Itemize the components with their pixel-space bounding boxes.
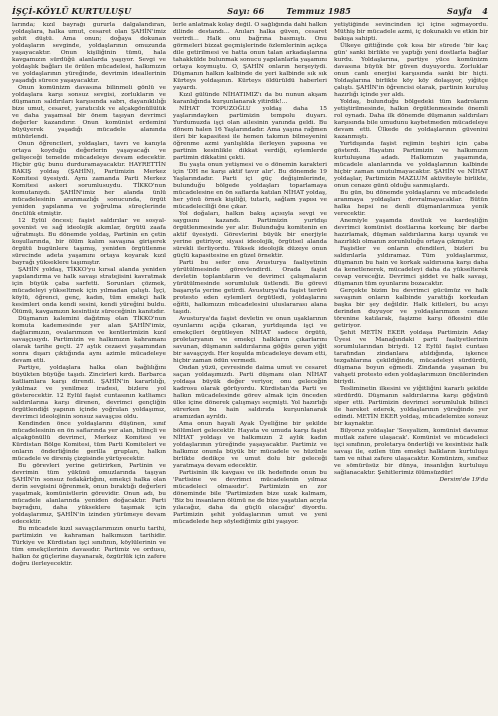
- paragraph: Parti bu sefer onu Avusturya faaliyetinin yürütülmesinde görevlendirdi. Orada faşist devletin toplantıların ve devrimci çalışmaların yürütülmesinde sorumluluk üstlendi. Bu görevi başarıyla yerine getirdi. Avusturya'da faşist terörü protesto eden eylemleri örgütledi, yoldaşlarını eğitti, halkımızın mücadelesini uluslararası alana taşıdı.: [173, 260, 327, 315]
- paragraph: NİHAT TOPUZOĞLU yoldaş daha 15 yaşlarındayken partimizin tempolu duyarı. Yurdumuzda işçi olan ailesinin yanında geldi. Bu dönem halen 16 Yaşlarındadır. Ama yaşına rağmen ileri bir kapasitesi ile hemen takımın bilmeyenini öğrenme azmi yanlışlıkla ilerleyen yapısına ve partinin kesinlikle dikkat verdiği, eylemlerde partimin dikkatini çekti.: [173, 106, 327, 161]
- paragraph: Partisinin ilk kavgası ve ilk hedefinde onun bu 'Partisine ve devrimci mücadelenin yılmaz mücadeleci olmasıdır'. Partimizin en zor döneminde bile 'Partimizden bize uzak kalmam, 'Biz bu insanların ölümü ne de bize yaşatılan acıyla yılacağız, daha da güçlü olacağız' diyordu. Partimizin şehit yoldaşlarının umut ve yeni mücadelede hep söylediğimiz gibi yaşıyor.: [173, 470, 327, 525]
- paragraph: Anemiyle yaşamda dostluk ve kardeşliğin devrimci komünist dostlarına korkunç bir darbe hazırlamak, düşman saldırılarına karşı uyanık ve hazırlıklı olmanın zorunluluğu ortaya çıkmıştır.: [334, 218, 488, 245]
- issue-info: [227, 6, 351, 16]
- paragraph: Bu yaşta onun yetişmesi ve o dönemin karakteri için 'DH ne karşı aktif tavır alır'. Bu dönemde 19 Yaşlarındadır. Parti içi güç değişimlerinde, bulunduğu bölgede yoldaşları toparlamaya mücadelesine en ön saflarda katılan NİHAT yoldaş, her yönü örnek kişiliği, tutarlı, sağlam yapısı ve mücadeleciliği öne çıkar.: [173, 162, 327, 210]
- paragraph: yetiştiğinde sevincinden içi içine sığmayordu. Müthiş bir mücadele azmi, iç dokunaklı ve etkin bir bakışa sahipti.: [334, 22, 488, 42]
- paragraph: Bu görevleri yerine getirirken, Partinin ve devrimin tüm yükünü omuzlarında taşıyan ŞAHİN'in sonsuz fedakârlığını, emekçi halka olan derin sevgisini öğrenmek, onun bıraktığı değerleri yaşatmak, komünistlerin görevidir. Onun adı, bu mücadele alanlarında yeniden doğacaktır. Parti bayrağını, daha yükseklere taşımak için yoldaşlarımız, ŞAHİN'in izinden yürümeye devam edecektir.: [12, 463, 166, 525]
- paragraph: Ama onun hayali Ayak Üyeliğine bir şekilde bölümleri gelecektir. Hayata ve umuda karşı faşist NİHAT yoldaşı ve halkımızın 2 aylık kadın yoldaşlarının yüreğinde yaşayacaktır. Partimiz ve halkımız onunla büyük bir mücadele ve hüzünle birlikte dedikçe ve umut dolu bir geleceği yaratmaya devam edecektir.: [173, 421, 327, 469]
- paragraph: Onun komünizm davasına bilinmeli gönlü ve yoldaşlara karşı sonsuz sevgisi, zorlukların ve düşmanın saldırıları karşısında sabrı, dayanıklılığı bize umut, cesaret, yaratıcılık ve alçakgönüllülük ve daha yaşamsal bir önem taşıyan devrimci değerler kazandırır. Onun komünist erdemini büyüyerek yaşadığı mücadele alanında mühürlendi.: [12, 85, 166, 140]
- publication-name: İŞÇİ-KÖYLÜ KURTULUŞU: [12, 6, 132, 16]
- paragraph: Avusturya'da faşist devletin ve onun uşaklarının oyunlarını açığa çıkaran, yurtdışında işçi ve emekçileri örgütleyen NİHAT sadece örgütü, proletaryanın ve emekçi halkların çıkarlarını savunan, düşmanın saldırılarına göğüs geren yiğit bir savaşçıydı. Her koşulda mücadeleye devam etti, hiçbir zaman ödün vermedi.: [173, 316, 327, 364]
- article-column-2: [173, 22, 327, 714]
- paragraph: Bu gün, bu dönemde yoldaşlarını ve mücadelede aranmaya yoldaşları devralmayacaklar. Bütün halka hepsi ne denli düşmanlarımıza yenik verecektir.: [334, 190, 488, 217]
- paragraph: ŞAHİN yoldaş, TİKKO'yu kırsal alanda yeniden yapılandırma ve halk savaşı stratejisini kavratmak için büyük çaba sarfetti. Sorunları çözmek, mücadeleyi yükseltmek için yılmadan çalıştı. İşçi, köylü, öğrenci, genç, kadın, tüm emekçi halk kesimleri onda kendi sesini, kendi yüreğini buldu. Ölümü, kavgamızın kesintisiz süreceğinin kanıtıdır.: [12, 267, 166, 315]
- page-label: Sayfa: [446, 6, 473, 16]
- paragraph: Bu mücadele kızıl savaşçılarımızın onurlu tarihi, partimizin ve kahraman halkımızın tarihidir. Türkiye ve Kürdistan işçi sınıfının, köylülerinin ve tüm emekçilerinin davasıdır. Partimiz ve ordusu, halkın öz güçlerine dayanarak, özgürlük için zafere doğru ilerleyecektir.: [12, 526, 166, 567]
- issue-date: Temmuz 1985: [286, 6, 352, 16]
- paragraph: Şehit METİN EKER yoldaşa Partimizin Aday Üyesi ve Manağındaki parti faaliyetlerinin sorumlularından biriydi. 12 Eylül faşist cuntası tarafından zindanlara atıldığında, işkence tezgahlarına çekildiğinde, mücadeleyi sürdürdü, düşmana boyun eğmedi. Zindanda yaşanan bu vahşeti protesto eden yoldaşlarımızın öncülerinden biriydi.: [334, 330, 488, 385]
- article-columns: [12, 22, 488, 714]
- paragraph: Bilyoruz yoldaşlar 'Sosyalizm, komünist davamız mutlak zafere ulaşacak'. Komünist ve mücadeleci işçi sınıfının, proletarya önderliği ve kesintisiz halk savaşı ile, ezilen tüm emekçi halkların kurtuluşu tam ve nihai zafere ulaşacaktır. Komünizm, sınıfsız ve sömürüsüz bir dünya, insanlığın kurtuluşu sağlanacaktır. Şehitlerimiz ölümsüzdür!: [334, 428, 488, 476]
- paragraph: Kendinden önce yoldaşlarını düşünen, sınıf mücadelesinin en ön saflarında yer alan, bilinçli ve alçakgönüllü devrimci, Merkez Komitesi ve Kürdistan Bölge Komitesi, tüm Parti Komiteleri ve onların önderliğinde gerilla grupları, halkın mücadele ve direniş çizgisinde yürüyecektir.: [12, 421, 166, 462]
- paragraph: Yurtdışında faşist rejimin teşhiri için çaba gösterdi. Hayatını Partimizin ve halkımızın kurtuluşuna adadı. Halkımızın yaşamında, mücadele alanlarında ve yoldaşlarının kalbinde hiçbir zaman unutulmayacaktır. ŞAHİN ve NİHAT yoldaşlar, Partimizin MAZLUM aktiviteyle birlikte, onun cenaze günü olduğu sanmışlardı.: [334, 141, 488, 189]
- paragraph: lerle anlatmak kolay değil. O sağlığında dahi halkın dilinde destandı… Anıları halka güven, cesaret verirdi… Halk onu bağrına basmıştı. Onu görmeleri bizzat geçmişlerinde özlemlerinin açıkça dile getirilmesi ve hatta onun talan arkadaşlarına tahakkülde bulunmak sonucu yapılanlarla yaşamını ortaya koymuştu. O, ŞAHİN onların herşeyiydi. Düşmanın halkın kalbinde de yeri kalbinde sık sık Kürteys yoldaşının. Kürteys öldürüldü haberleri yayardı.: [173, 22, 327, 91]
- page-number: 4: [482, 6, 488, 16]
- paragraph: Gerçekte bizim bu devrimci gücümüz ve halk savaşının onların kalbinde yarattığı korkudan başka bir şey değildir. Halk kitleleri, bu acıyı derinden duyuyor ve yoldaşlarımızın cenaze törenine katılarak, faşizme karşı öfkesini dile getiriyor.: [334, 288, 488, 329]
- page-indicator: [447, 6, 488, 16]
- paragraph: Onun öğrencileri, yoldaşları, tavrı ve kanıyla ortaya koyduğu değerlerin yaşayacağı ve gelişeceği temelde mücadeleye devam edecektir. Hiçbir güç bunu durduramayacaktır. HAYRETTİN BAKIŞ yoldaş (ŞAHİN), Partimizin Merkez Komitesi üyesiydi. Aynı zamanda Parti Merkez Komitesi askeri sorumlusuydu. TİKKO'nun komutanıydı. ŞAHİN'imiz her alanda ünlü mücadelesinin aranmazlığı sonucunda, örgüt yeniden yapılanma ve yoğrulma süreçlerinde öncülük etmiştir.: [12, 141, 166, 217]
- paragraph: Kızıl gülünde NİHATIMIZ'ı da bu nunun akşam karanlığında kurşunlanarak yitirdik!...: [173, 92, 327, 105]
- paragraph: Faşistler ve onların efendileri, bizleri bu saldırılarla yıldıramaz. Tüm yoldaşlarımız, düşmanın bu hain ve korkak saldırısına karşı daha da kenetlenerek, mücadeleyi daha da yükselterek cevap vereceğiz. Devrimci şiddet ve halk savaşı, düşmanın tüm oyunlarını bozacaktır.: [334, 246, 488, 287]
- page-header: [12, 6, 488, 19]
- paragraph: Partiye, yoldaşlara halka olan bağlılığını büyükten büyüğe taşıdı. Zincirleri kırdı. Barbarca katliamlara karşı direndi. ŞAHİN'in kararlılığı, yıkılmaz ve yenilmez iradesi, bizlere yol gösterecektir. 12 Eylül faşist cuntasının katliamcı saldırılarına karşı direnen, devrimci gençliğin örgütlendiği yapının içinde yoğrulan yoldaşımız, devrimci ideolojinin sonsuz savaşçısı oldu.: [12, 365, 166, 420]
- issue-number: Sayı: 66: [227, 6, 265, 16]
- article-column-3: [334, 22, 488, 714]
- paragraph: larında; kızıl bayrağı gururla dalgalandıran, yoldaşlara, halka umut, cesaret olan ŞAHİN'imiz şehit düştü. Ama onun; doğaya dokunan yoldaşların sevginde, yoldaşlarının omuzunda yaşayacaktır. Onun kişiliğinin tümü, hala kavgamızın sürdüğü alanlarda yaşıyor. Sevgi ve yoldaşlık bağları ile örülen mücadelesi, halkımızın ve yoldaşlarının yüreğinde, devrimin ideallerinin yaşadığı sürece yaşayacaktır.: [12, 22, 166, 84]
- paragraph: Yoldaş, bulunduğu bölgedeki tüm kadroların yetiştirilmesinde, halkın örgütlenmesinde önemli rol oynadı. Daha ilk dönemde düşmanın saldırıları karşısında bile umudunu kaybetmeden mücadeleye devam etti. Ülkede de yoldaşlarının güvenini kazanmıştı.: [334, 99, 488, 140]
- paragraph: Tesliminetin ilkesini ve yiğitliğini kararlı şekilde sürdürdü. Düşmanın saldırılarına karşı göğsünü siper etti. Partimizin devrimci sorumluluk bilinci ile hareket ederek, yoldaşlarının yüreğinde yer edindi. METİN EKER yoldaş, mücadelemize sonsuz bir kaynaktır.: [334, 386, 488, 427]
- paragraph: Ondan yüzü, çevresinde daima umut ve cesaret saçan yoldaşımızdı. Parti düşmanı olan NİHAT yoldaşa büyük değer veriyor, onu geleceğin kadrosu olarak görüyordu. Kürdistan'da Parti ve halkın mücadelesinde görev almak için önceden ülke içine dönerek çalışmayı seçmişti. Yol hazırlığı sürerken bu hain saldırıda kurşunlanarak aramızdan ayrıldı.: [173, 365, 327, 420]
- article-column-1: [12, 22, 166, 714]
- signature-line: Dersim'de 19'da: [439, 477, 488, 483]
- paragraph: Ülkeye gittiğinde çok kısa bir sürede 'bir kaç gün' sanki birlikte ve yaptığı yeni dostlarla bağlar kurdu. Yoldaşlarına, partiye yüce komünizm davasına büyük bir güven duyuyordu. Zorluklar onun canlı enerjisi karşısında sanki bir hiçti. Yoldaşlarına birlikte köy köy dolaşıyor, yiğitçe çalıştı. ŞAHİN'in öğrencisi olarak, partinin kuruluş hazırlığı içinde yer aldı.: [334, 43, 488, 98]
- paragraph: 12 Eylül öncesi; faşist saldırılar ve sosyal-şovenist ve sağ ideolojik akımlar, örgütü zaafa uğratmıştı. Bu dönemde yoldaş, Partinin en çetin koşullarında, bir ölüm kalım savaşına girişerek örgütü bugünlere taşımış, yeniden örgütlenme sürecinde adeta yaşamını ortaya koyarak kızıl bayrağı yükseklere taşımıştır.: [12, 218, 166, 266]
- paragraph: Düşmanın kalemini dağıtmış olan TİKKO'nun komuta kademesinde yer alan ŞAHİN'imiz, dağlarımızın, ovalarımızın ve kentlerimizin kızıl savaşçısıydı. Partimizin ve halkımızın kahramanı olarak tarihe geçti. 27 aylık cezaevi yaşamından sonra dışarı çıktığında aynı azimle mücadeleye devam etti.: [12, 316, 166, 364]
- paragraph: Yol doğaları, halkın bakış açısıyla sevgi ve saygısını kazandı. Partimizin yurtdışı örgütlenmesinde yer alır. Bulunduğu komitenin en aktif üyesiydi. Görevlerini büyük bir enerjiyle yerine getiriyor, siyasi ideolojik, örgütsel alanda sürekli ilerliyordu. Yüksek ideolojik düzeye onun güçlü kapasitesine en güzel örnektir.: [173, 211, 327, 259]
